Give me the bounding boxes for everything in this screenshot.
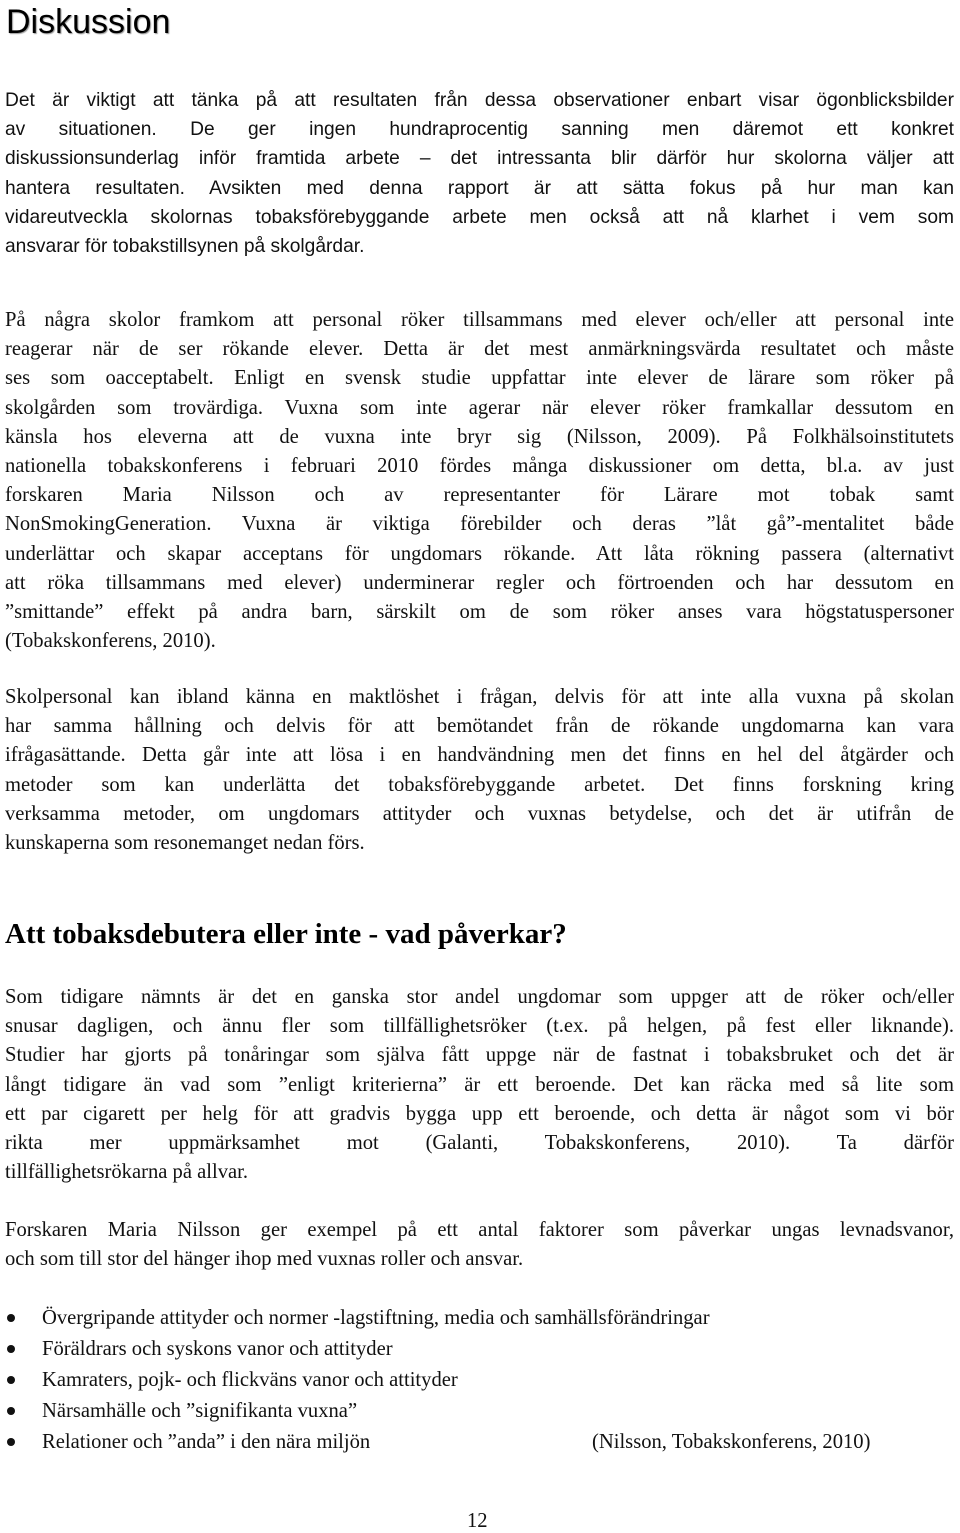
- paragraph-line: långt tidigare än vad som ”enligt kriterierna” är ett beroende. Det kan räcka med så lite som: [5, 1073, 954, 1096]
- list-item: [5, 1427, 954, 1458]
- list-item: [5, 1396, 954, 1427]
- paragraph-line: och som till stor del hänger ihop med vuxnas roller och ansvar.: [5, 1248, 524, 1271]
- paragraph-line: Skolpersonal kan ibland känna en maktlöshet i frågan, delvis för att inte alla vuxna på skolan: [5, 686, 954, 708]
- paragraph-intro: [5, 86, 954, 261]
- paragraph-factors: [5, 1216, 954, 1274]
- list-item-text: Övergripande attityder och normer -lagstiftning, media och samhällsförändringar: [42, 1307, 710, 1329]
- bullet-icon: [7, 1376, 15, 1384]
- bullet-icon: [7, 1407, 15, 1415]
- bullet-icon: [7, 1345, 15, 1353]
- paragraph-line: snusar dagligen, och ännu fler som tillfällighetsröker (t.ex. på helgen, på fest eller liknande).: [5, 1015, 954, 1038]
- list-item-text: Närsamhälle och ”signifikanta vuxna”: [42, 1400, 358, 1422]
- paragraph-line: Studier har gjorts på tonåringar som själva fått uppge när de fastnat i tobaksbruket och det är: [5, 1044, 954, 1067]
- list-item: [5, 1334, 954, 1365]
- paragraph-line: verksamma metoder, om ungdomars attityder och vuxnas betydelse, och det är utifrån de: [5, 802, 954, 825]
- factor-list: [5, 1303, 954, 1458]
- paragraph-school-staff: [5, 683, 954, 858]
- citation: (Nilsson, Tobakskonferens, 2010): [592, 1431, 871, 1453]
- paragraph-debut: [5, 983, 954, 1187]
- paragraph-line: hantera resultaten. Avsikten med denna rapport är att sätta fokus på hur man kan: [5, 177, 954, 199]
- page-title: Diskussion: [6, 3, 171, 41]
- paragraph-line: tillfällighetsrökarna på allvar.: [5, 1161, 249, 1184]
- paragraph-line: har samma hållning och delvis för att bemötandet från de rökande ungdomarna kan vara: [5, 715, 954, 738]
- paragraph-line: skolgården som trovärdiga. Vuxna som inte agerar när elever röker framkallar dessutom en: [5, 396, 954, 419]
- paragraph-line: känsla hos eleverna att de vuxna inte bryr sig (Nilsson, 2009). På Folkhälsoinstitutets: [5, 425, 954, 448]
- paragraph-line: kunskaperna som resonemanget nedan förs.: [5, 831, 365, 854]
- paragraph-line: Som tidigare nämnts är det en ganska stor andel ungdomar som uppger att de röker och/eller: [5, 986, 954, 1008]
- paragraph-staff-smoking: [5, 306, 954, 656]
- paragraph-line: metoder som kan underlätta det tobaksförebyggande arbetet. Det finns forskning kring: [5, 773, 954, 796]
- section-heading: Att tobaksdebutera eller inte - vad påverkar?: [5, 918, 567, 950]
- paragraph-line: rikta mer uppmärksamhet mot (Galanti, Tobakskonferens, 2010). Ta därför: [5, 1131, 954, 1154]
- page-number: 12: [467, 1510, 488, 1532]
- paragraph-line: På några skolor framkom att personal röker tillsammans med elever och/eller att personal inte: [5, 309, 954, 331]
- paragraph-line: NonSmokingGeneration. Vuxna är viktiga förebilder och deras ”låt gå”-mentalitet både: [5, 513, 954, 536]
- paragraph-line: ses som oacceptabelt. Enligt en svensk studie uppfattar inte elever de lärare som röker på: [5, 367, 954, 390]
- list-item-text: Kamraters, pojk- och flickväns vanor och attityder: [42, 1369, 458, 1391]
- paragraph-line: (Tobakskonferens, 2010).: [5, 630, 216, 653]
- list-item-text: Föräldrars och syskons vanor och attityder: [42, 1338, 393, 1360]
- paragraph-line: Det är viktigt att tänka på att resultaten från dessa observationer enbart visar ögonblicksbilder: [5, 90, 954, 111]
- paragraph-line: reagerar när de ser rökande elever. Detta är det mest anmärkningsvärda resultatet och måste: [5, 338, 954, 361]
- paragraph-line: ”smittande” effekt på andra barn, särskilt om de som röker anses vara högstatuspersoner: [5, 600, 954, 623]
- paragraph-line: ifrågasättande. Detta går inte att lösa i en handvändning men det finns en hel del åtgärder och: [5, 744, 954, 767]
- paragraph-line: vidareutveckla skolornas tobaksförebyggande arbete men också att nå klarhet i vem som: [5, 206, 954, 228]
- list-item-text: Relationer och ”anda” i den nära miljön: [42, 1431, 371, 1453]
- paragraph-line: Forskaren Maria Nilsson ger exempel på ett antal faktorer som påverkar ungas levnadsvanor,: [5, 1219, 954, 1241]
- paragraph-line: diskussionsunderlag inför framtida arbete – det intressanta blir därför hur skolorna väljer att: [5, 148, 954, 170]
- paragraph-line: nationella tobakskonferens i februari 2010 fördes många diskussioner om detta, bl.a. av just: [5, 454, 954, 477]
- bullet-icon: [7, 1438, 15, 1446]
- paragraph-line: ansvarar för tobakstillsynen på skolgårdar.: [5, 235, 365, 257]
- paragraph-line: forskaren Maria Nilsson och av representanter för Lärare mot tobak samt: [5, 484, 954, 507]
- list-item: [5, 1303, 954, 1334]
- list-item: [5, 1365, 954, 1396]
- bullet-icon: [7, 1314, 15, 1322]
- paragraph-line: av situationen. De ger ingen hundraprocentig sanning men däremot ett konkret: [5, 119, 954, 141]
- paragraph-line: att röka tillsammans med elever) underminerar regler och förtroenden och har dessutom en: [5, 571, 954, 594]
- paragraph-line: ett par cigarett per helg för att gradvis bygga upp ett beroende, och detta är något som vi bör: [5, 1102, 954, 1125]
- paragraph-line: underlättar och skapar acceptans för ungdomars rökande. Att låta rökning passera (alternativt: [5, 542, 954, 565]
